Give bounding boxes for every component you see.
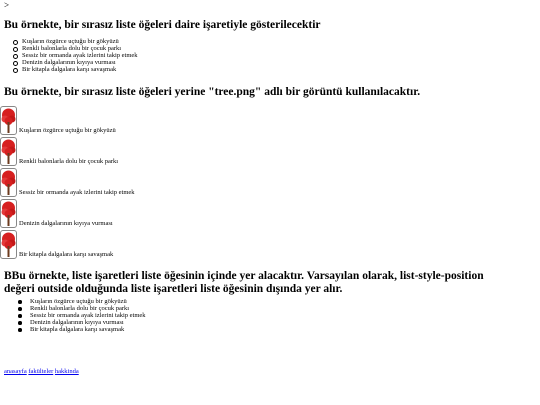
list-item-label: Sessiz bir ormanda ayak izlerini takip etmek — [30, 312, 146, 320]
list-item-label: Kuşların özgürce uçtuğu bir gökyüzü — [19, 126, 116, 134]
disc-icon — [18, 328, 22, 332]
faculties-link[interactable]: fakülteler — [28, 368, 54, 375]
list-item — [30, 312, 146, 319]
circle-list — [22, 38, 138, 73]
list-item-label: Bir kitapla dalgalara karşı savaşmak — [22, 66, 117, 74]
circle-icon — [13, 47, 18, 52]
list-item-label: Denizin dalgalarının kıyıya vurması — [19, 219, 113, 227]
breadcrumb: > — [4, 0, 10, 10]
tree-icon — [0, 137, 17, 166]
list-item — [0, 135, 135, 166]
list-item — [30, 326, 146, 333]
list-item — [22, 59, 138, 66]
list-item — [0, 197, 135, 228]
circle-icon — [13, 54, 18, 59]
circle-icon — [13, 40, 18, 45]
disc-icon — [18, 307, 22, 311]
list-item-label: Bir kitapla dalgalara karşı savaşmak — [30, 326, 125, 334]
circle-icon — [13, 68, 18, 73]
list-item — [0, 104, 135, 135]
list-item — [22, 38, 138, 45]
list-item-label: Sessiz bir ormanda ayak izlerini takip etmek — [22, 52, 138, 60]
disc-icon — [18, 300, 22, 304]
about-link[interactable]: hakkinda — [54, 368, 79, 375]
list-item — [22, 66, 138, 73]
list-item — [22, 45, 138, 52]
tree-image-list — [0, 104, 135, 259]
circle-icon — [13, 61, 18, 66]
disc-icon — [18, 314, 22, 318]
home-link[interactable]: anasayfa — [4, 368, 27, 375]
list-item-label: Renkli balonlarla dolu bir çocuk parkı — [22, 45, 122, 53]
list-item — [30, 298, 146, 305]
tree-icon — [0, 199, 17, 228]
list-item-label: Kuşların özgürce uçtuğu bir gökyüzü — [22, 38, 119, 45]
disc-list — [30, 298, 146, 333]
disc-icon — [18, 321, 22, 325]
list-item — [30, 319, 146, 326]
list-item — [30, 305, 146, 312]
tree-icon — [0, 168, 17, 197]
list-item — [0, 228, 135, 259]
heading-position-list: BBu örnekte, liste işaretleri liste öğesinin içinde yer alacaktır. Varsayılan olarak, list-style-position değeri outside olduğunda liste işaretleri liste öğesinin dışında yer alır. — [4, 270, 484, 295]
heading-circle-list: Bu örnekte, bir sırasız liste öğeleri daire işaretiyle gösterilecektir — [4, 19, 321, 31]
list-item — [0, 166, 135, 197]
heading-tree-list: Bu örnekte, bir sırasız liste öğeleri yerine "tree.png" adlı bir görüntü kullanılacaktır. — [4, 86, 421, 98]
footer-nav — [4, 368, 79, 375]
list-item-label: Renkli balonlarla dolu bir çocuk parkı — [30, 305, 130, 313]
list-item-label: Sessiz bir ormanda ayak izlerini takip etmek — [19, 188, 135, 196]
tree-icon — [0, 230, 17, 259]
tree-icon — [0, 106, 17, 135]
list-item-label: Bir kitapla dalgalara karşı savaşmak — [19, 250, 114, 258]
list-item-label: Denizin dalgalarının kıyıya vurması — [22, 59, 116, 67]
list-item-label: Renkli balonlarla dolu bir çocuk parkı — [19, 157, 119, 165]
list-item-label: Denizin dalgalarının kıyıya vurması — [30, 319, 124, 327]
list-item-label: Kuşların özgürce uçtuğu bir gökyüzü — [30, 298, 127, 305]
list-item — [22, 52, 138, 59]
